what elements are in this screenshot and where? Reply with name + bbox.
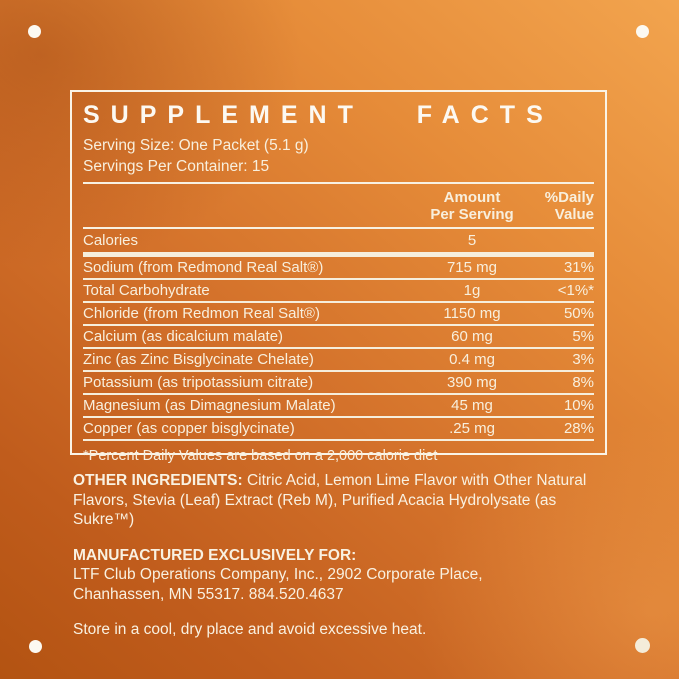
servings-per-container: Servings Per Container: 15 [83,157,270,175]
panel-title: SUPPLEMENT FACTS [83,101,554,129]
header-amount [426,190,518,223]
table-row-copper [83,416,594,439]
row-dv: 31% [563,259,594,276]
table-row-magnesium [83,393,594,416]
other-ingredients-text: Citric Acid, Lemon Lime Flavor with Other Natural Flavors, Stevia (Leaf) Extract (Reb M), Purified Acacia Hydrolysate (as Sukre™) [73,472,587,528]
serving-size: Serving Size: One Packet (5.1 g) [83,137,309,154]
row-name: Potassium (as tripotassium citrate) [83,374,314,391]
table-row-total-carbohydrate [83,278,594,301]
corner-dot-bottom-left [29,640,42,653]
row-amount: 45 mg [451,397,493,414]
header-amount-line1: Amount [443,189,501,206]
storage-instructions: Store in a cool, dry place and avoid excessive heat. [73,621,427,638]
table-row-chloride [83,301,594,324]
row-dv: 8% [572,374,594,391]
row-amount: 715 mg [446,259,498,276]
other-ingredients-label: OTHER INGREDIENTS: [73,472,243,489]
row-name: Calories [83,232,139,249]
corner-dot-top-left [28,25,41,38]
header-daily-line1: %Daily [544,189,594,206]
manufactured-label: MANUFACTURED EXCLUSIVELY FOR: [73,546,357,564]
row-dv: 28% [563,420,594,437]
header-spacer [83,190,426,223]
below-panel-text [73,471,601,656]
header-daily-value [518,190,594,223]
row-amount: 390 mg [446,374,498,391]
row-amount: 60 mg [451,328,493,345]
table-row-calories [83,229,594,255]
row-dv: 50% [563,305,594,322]
corner-dot-bottom-right [635,638,650,653]
manufactured-line1: LTF Club Operations Company, Inc., 2902 Corporate Place, [73,566,483,583]
manufactured-line2: Chanhassen, MN 55317. 884.520.4637 [73,585,344,603]
table-row-calcium [83,324,594,347]
nutrient-table [83,229,594,439]
table-header [83,184,594,227]
daily-value-footnote: *Percent Daily Values are based on a 2,000 calorie diet [83,439,594,465]
row-name: Copper (as copper bisglycinate) [83,420,295,437]
other-ingredients [73,471,601,530]
row-dv: 3% [572,351,594,368]
row-name: Chloride (from Redmon Real Salt®) [83,305,320,322]
row-amount: .25 mg [449,420,495,437]
row-dv: <1%* [557,282,594,299]
row-dv: 10% [563,397,594,414]
table-row-potassium [83,370,594,393]
supplement-facts-panel [70,90,607,464]
header-amount-line2: Per Serving [430,205,514,223]
row-name: Calcium (as dicalcium malate) [83,328,284,345]
row-amount: 1150 mg [443,305,501,322]
header-daily-line2: Value [554,205,594,223]
row-amount: 0.4 mg [449,351,495,368]
row-amount: 5 [467,232,477,249]
table-row-zinc [83,347,594,370]
row-name: Zinc (as Zinc Bisglycinate Chelate) [83,351,314,368]
row-name: Total Carbohydrate [83,282,210,299]
row-amount: 1g [463,282,481,299]
row-name: Magnesium (as Dimagnesium Malate) [83,397,336,414]
row-name: Sodium (from Redmond Real Salt®) [83,259,324,276]
manufacturer-block [73,546,601,605]
corner-dot-top-right [636,25,649,38]
row-dv: 5% [572,328,594,345]
table-row-sodium [83,255,594,278]
